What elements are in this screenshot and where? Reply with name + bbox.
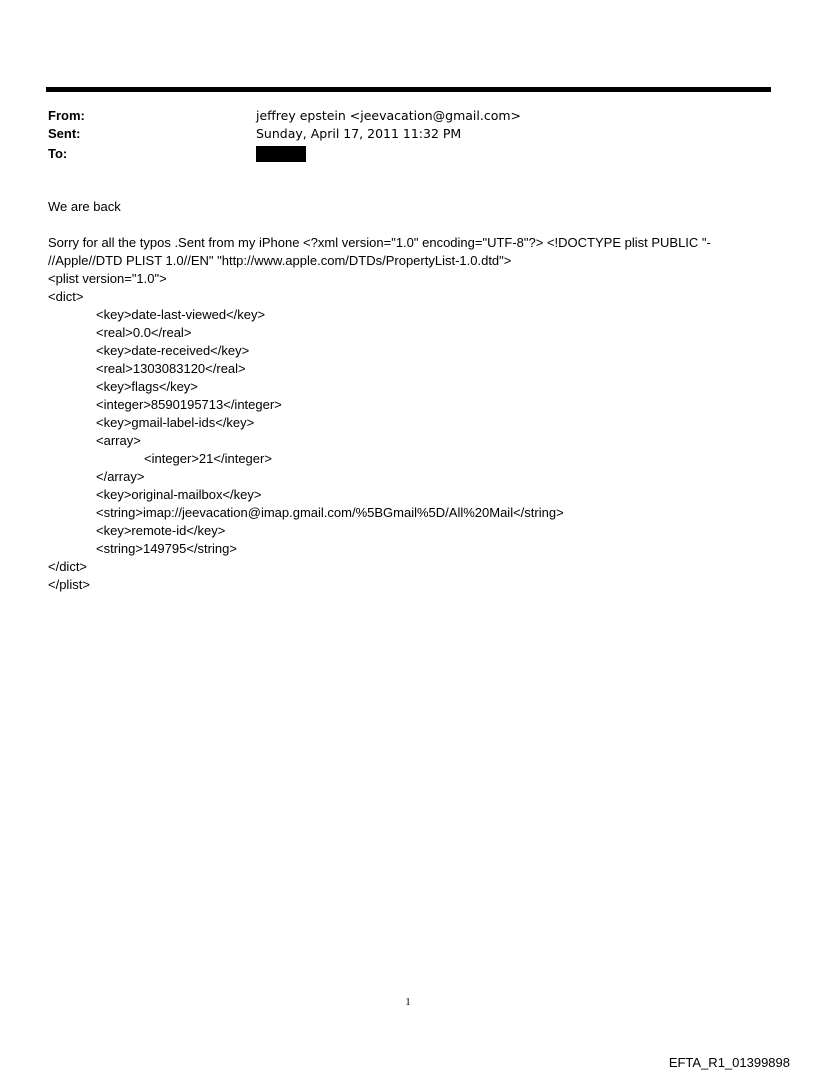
body-line: <real>0.0</real>: [96, 325, 192, 340]
body-line: <dict>: [48, 289, 84, 304]
to-row: [48, 145, 348, 163]
body-line: <integer>8590195713</integer>: [96, 397, 282, 412]
body-line: <string>149795</string>: [96, 541, 237, 556]
body-line: </plist>: [48, 577, 90, 592]
body-line: <real>1303083120</real>: [96, 361, 246, 376]
from-value: jeffrey epstein <jeevacation@gmail.com>: [256, 108, 522, 123]
body-line: <key>remote-id</key>: [96, 523, 226, 538]
body-line: <plist version="1.0">: [48, 271, 167, 286]
sent-value: Sunday, April 17, 2011 11:32 PM: [256, 126, 462, 141]
header-divider-rule: [46, 87, 771, 92]
redaction-box: [256, 146, 306, 162]
body-line: <integer>21</integer>: [144, 451, 272, 466]
from-label: From:: [48, 108, 85, 123]
greeting-text: We are back: [48, 199, 121, 214]
body-line: <key>date-received</key>: [96, 343, 250, 358]
document-id: EFTA_R1_01399898: [668, 1055, 790, 1070]
body-line: <key>gmail-label-ids</key>: [96, 415, 255, 430]
body-line: <array>: [96, 433, 141, 448]
body-line: <key>flags</key>: [96, 379, 198, 394]
body-line: <string>imap://jeevacation@imap.gmail.com/%5BGmail%5D/All%20Mail</string>: [96, 505, 564, 520]
page-number: 1: [405, 996, 411, 1008]
body-line: </dict>: [48, 559, 88, 574]
body-line: Sorry for all the typos .Sent from my iPhone <?xml version="1.0" encoding="UTF-8"?> <!DOCTYPE plist PUBLIC "-: [48, 235, 711, 250]
to-label: To:: [48, 146, 68, 161]
body-line: //Apple//DTD PLIST 1.0//EN" "http://www.apple.com/DTDs/PropertyList-1.0.dtd">: [48, 253, 512, 268]
body-line: <key>original-mailbox</key>: [96, 487, 262, 502]
sent-label: Sent:: [48, 126, 81, 141]
body-line: </array>: [96, 469, 145, 484]
body-line: <key>date-last-viewed</key>: [96, 307, 266, 322]
